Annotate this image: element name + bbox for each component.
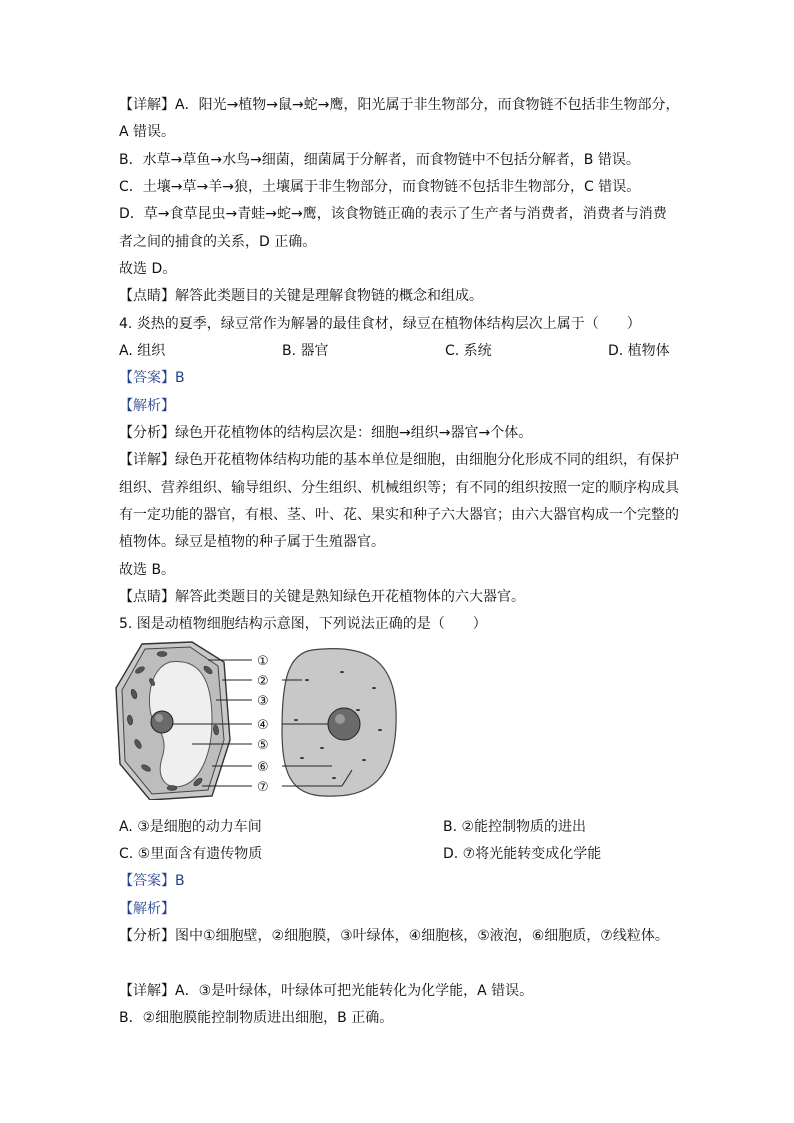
q5-analysis-label: 【解析】: [119, 901, 175, 917]
q5-option-a: A. ③是细胞的动力车间: [119, 819, 262, 835]
q5-detail-a: 【详解】A．③是叶绿体，叶绿体可把光能转化为化学能，A 错误。: [119, 983, 534, 999]
label-1: ①: [257, 654, 269, 669]
q4-choose: 故选 B。: [119, 562, 176, 578]
q5-option-d: D. ⑦将光能转变成化学能: [443, 846, 602, 862]
plant-cell-nucleus: [151, 711, 173, 733]
label-3: ③: [257, 694, 269, 709]
label-5: ⑤: [257, 738, 269, 753]
q5-analysis: 【分析】图中①细胞壁，②细胞膜，③叶绿体，④细胞核，⑤液泡，⑥细胞质，⑦线粒体。: [119, 928, 669, 944]
q4-question: 4. 炎热的夏季，绿豆常作为解暑的最佳食材，绿豆在植物体结构层次上属于（ ）: [119, 316, 641, 332]
animal-cell-nucleus: [328, 708, 360, 740]
q3-tip: 【点睛】解答此类题目的关键是理解食物链的概念和组成。: [119, 288, 483, 304]
q4-option-b: B. 器官: [282, 343, 329, 359]
q3-choose: 故选 D。: [119, 261, 177, 277]
q4-detail-line2: 组织、营养组织、输导组织、分生组织、机械组织等；有不同的组织按照一定的顺序构成具: [119, 480, 679, 496]
q4-analysis: 【分析】绿色开花植物体的结构层次是：细胞→组织→器官→个体。: [119, 425, 533, 441]
q5-detail-b: B．②细胞膜能控制物质进出细胞，B 正确。: [119, 1010, 394, 1026]
q3-detail-line1: 【详解】A．阳光→植物→鼠→蛇→鹰，阳光属于非生物部分，而食物链不包括非生物部分，: [119, 97, 680, 113]
cell-structure-diagram: [112, 640, 412, 800]
q3-option-d-line1: D．草→食草昆虫→青蛙→蛇→鹰，该食物链正确的表示了生产者与消费者，消费者与消费: [119, 206, 667, 222]
q4-tip: 【点睛】解答此类题目的关键是熟知绿色开花植物体的六大器官。: [119, 589, 525, 605]
q3-option-d-line2: 者之间的捕食的关系，D 正确。: [119, 234, 317, 250]
q4-answer: 【答案】B: [119, 370, 185, 386]
label-7: ⑦: [257, 780, 269, 795]
q4-option-a: A. 组织: [119, 343, 166, 359]
q4-detail-line4: 植物体。绿豆是植物的种子属于生殖器官。: [119, 534, 385, 550]
q5-question: 5. 图是动植物细胞结构示意图，下列说法正确的是（ ）: [119, 616, 487, 632]
label-6: ⑥: [257, 760, 269, 775]
q4-detail-line1: 【详解】绿色开花植物体结构功能的基本单位是细胞，由细胞分化形成不同的组织，有保护: [119, 452, 679, 468]
q4-option-d: D. 植物体: [608, 343, 670, 359]
label-2: ②: [257, 674, 269, 689]
q5-answer: 【答案】B: [119, 873, 185, 889]
q3-detail-line2: A 错误。: [119, 124, 176, 140]
label-4: ④: [257, 718, 269, 733]
q5-option-b: B. ②能控制物质的进出: [443, 819, 587, 835]
q4-analysis-label: 【解析】: [119, 398, 175, 414]
q5-option-c: C. ⑤里面含有遗传物质: [119, 846, 263, 862]
q3-option-b-explanation: B．水草→草鱼→水鸟→细菌，细菌属于分解者，而食物链中不包括分解者，B 错误。: [119, 152, 640, 168]
q3-option-c-explanation: C．土壤→草→羊→狼，土壤属于非生物部分，而食物链不包括非生物部分，C 错误。: [119, 179, 641, 195]
q4-detail-line3: 有一定功能的器官，有根、茎、叶、花、果实和种子六大器官；由六大器官构成一个完整的: [119, 507, 679, 523]
q4-option-c: C. 系统: [445, 343, 492, 359]
